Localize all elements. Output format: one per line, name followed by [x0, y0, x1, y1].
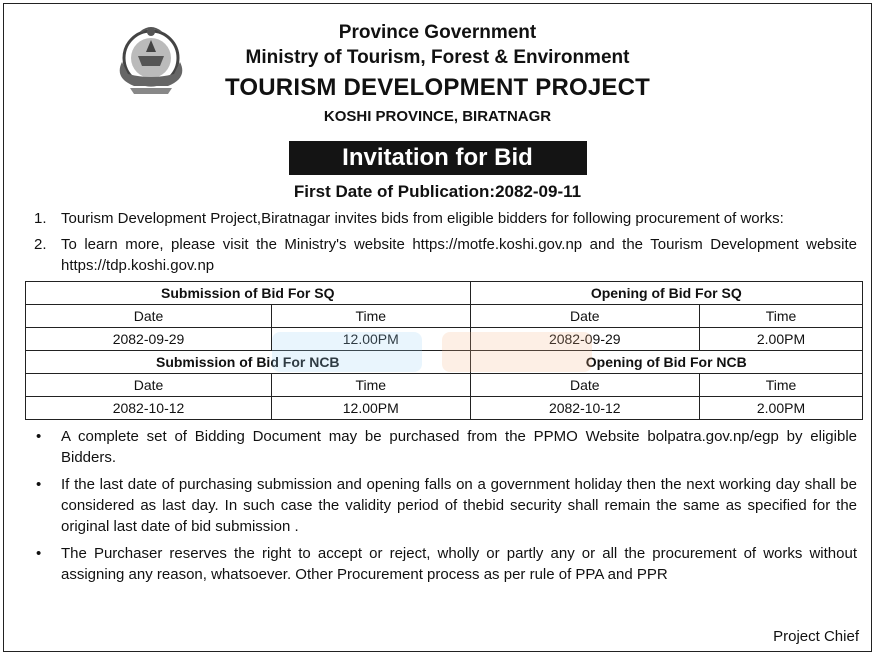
ncb-submission-time: 12.00PM	[272, 397, 471, 420]
project-title: TOURISM DEVELOPMENT PROJECT	[224, 74, 650, 101]
bid-schedule-table	[25, 281, 863, 420]
table-row	[26, 374, 863, 397]
bullet-icon: •	[36, 476, 42, 493]
bullet-text: The Purchaser reserves the right to accept or reject, wholly or partly any or all the procurement of works without assigning any reason, whatsoever. Other Procurement process as per rule of PPA and PPR	[61, 545, 857, 583]
time-column-header: Time	[272, 305, 471, 328]
item-number: 2.	[34, 236, 47, 253]
date-column-header: Date	[26, 374, 272, 397]
time-column-header: Time	[272, 374, 471, 397]
sq-submission-time: 12.00PM	[272, 328, 471, 351]
letterhead	[4, 20, 871, 128]
notice-body	[24, 208, 857, 585]
province-location: KOSHI PROVINCE, BIRATNAGR	[323, 108, 552, 125]
numbered-item	[24, 208, 857, 229]
table-row	[26, 305, 863, 328]
time-column-header: Time	[699, 305, 862, 328]
numbered-item	[24, 234, 857, 276]
ncb-submission-date: 2082-10-12	[26, 397, 272, 420]
date-column-header: Date	[26, 305, 272, 328]
ministry-title: Ministry of Tourism, Forest & Environment	[245, 47, 630, 68]
ncb-opening-time: 2.00PM	[699, 397, 862, 420]
sq-opening-time: 2.00PM	[699, 328, 862, 351]
bullet-icon: •	[36, 428, 42, 445]
table-row	[26, 328, 863, 351]
bullet-item	[24, 426, 857, 468]
sq-opening-date: 2082-09-29	[470, 328, 699, 351]
bullet-item	[24, 474, 857, 537]
item-number: 1.	[34, 210, 47, 227]
sq-submission-header: Submission of Bid For SQ	[26, 282, 471, 305]
banner-wrapper	[4, 141, 871, 175]
signature-title: Project Chief	[773, 628, 859, 645]
province-government-title: Province Government	[338, 22, 537, 43]
table-row	[26, 282, 863, 305]
publication-date: First Date of Publication:2082-09-11	[293, 182, 582, 201]
bullet-text: A complete set of Bidding Document may be purchased from the PPMO Website bolpatra.gov.np/egp by eligible Bidders.	[61, 428, 857, 466]
sq-opening-header: Opening of Bid For SQ	[470, 282, 862, 305]
item-text: Tourism Development Project,Biratnagar invites bids from eligible bidders for following procurement of works:	[61, 210, 784, 227]
date-column-header: Date	[470, 305, 699, 328]
date-column-header: Date	[470, 374, 699, 397]
bullet-text: If the last date of purchasing submission and opening falls on a government holiday then the next working day shall be considered as last day. In such case the validity period of thebid security shall remain the same as specified for the original last date of bid submission .	[61, 476, 857, 535]
sq-submission-date: 2082-09-29	[26, 328, 272, 351]
notice-page	[3, 3, 872, 652]
bullet-item	[24, 543, 857, 585]
ncb-opening-header: Opening of Bid For NCB	[470, 351, 862, 374]
ncb-opening-date: 2082-10-12	[470, 397, 699, 420]
table-row	[26, 397, 863, 420]
invitation-banner: Invitation for Bid	[289, 141, 587, 175]
time-column-header: Time	[699, 374, 862, 397]
ncb-submission-header: Submission of Bid For NCB	[26, 351, 471, 374]
table-row	[26, 351, 863, 374]
bullet-icon: •	[36, 545, 42, 562]
item-text: To learn more, please visit the Ministry's website https://motfe.koshi.gov.np and the Tourism Development website https://tdp.koshi.gov.np	[61, 236, 857, 274]
